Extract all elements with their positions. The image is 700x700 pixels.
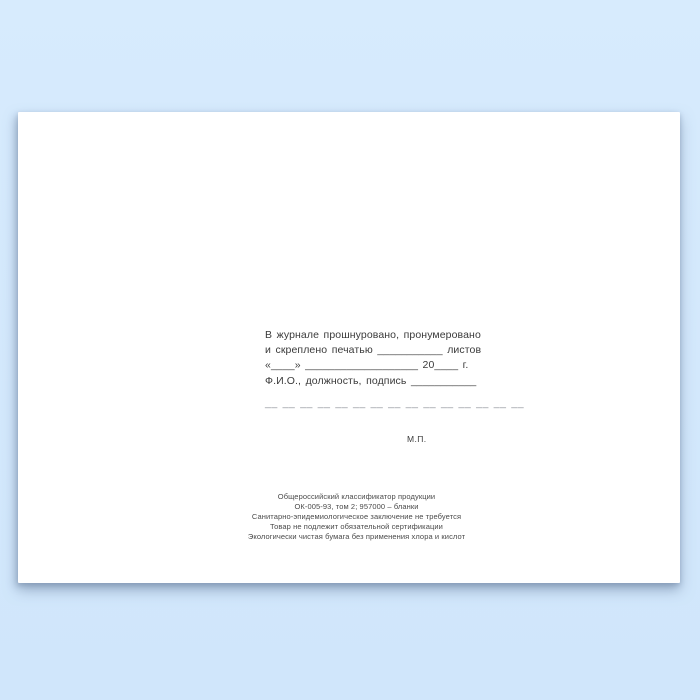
binding-statement-line-4: Ф.И.О., должность, подпись ___________ [265, 374, 477, 387]
classifier-code-line: ОК-005-93, том 2; 957000 – бланки [294, 502, 419, 511]
signature-dash-line: __ __ __ __ __ __ __ __ __ __ __ __ __ __ __ [265, 396, 525, 409]
sanitary-note-line: Санитарно-эпидемиологическое заключение не требуется [251, 512, 462, 521]
binding-statement-line-2: и скреплено печатью ___________ листов [265, 344, 482, 357]
stamp-place-label: М.П. [407, 434, 427, 444]
binding-statement [265, 328, 525, 411]
product-classification-info [199, 492, 514, 542]
classifier-line: Общероссийский классификатор продукции [277, 492, 436, 501]
binding-statement-line-3: «____» ___________________ 20____ г. [265, 359, 469, 372]
form-sheet-back-page [18, 112, 680, 583]
binding-statement-line-1: В журнале прошнуровано, пронумеровано [265, 329, 481, 341]
certification-note-line: Товар не подлежит обязательной сертификации [270, 522, 443, 531]
paper-note-line: Экологически чистая бумага без применения хлора и кислот [247, 532, 466, 541]
